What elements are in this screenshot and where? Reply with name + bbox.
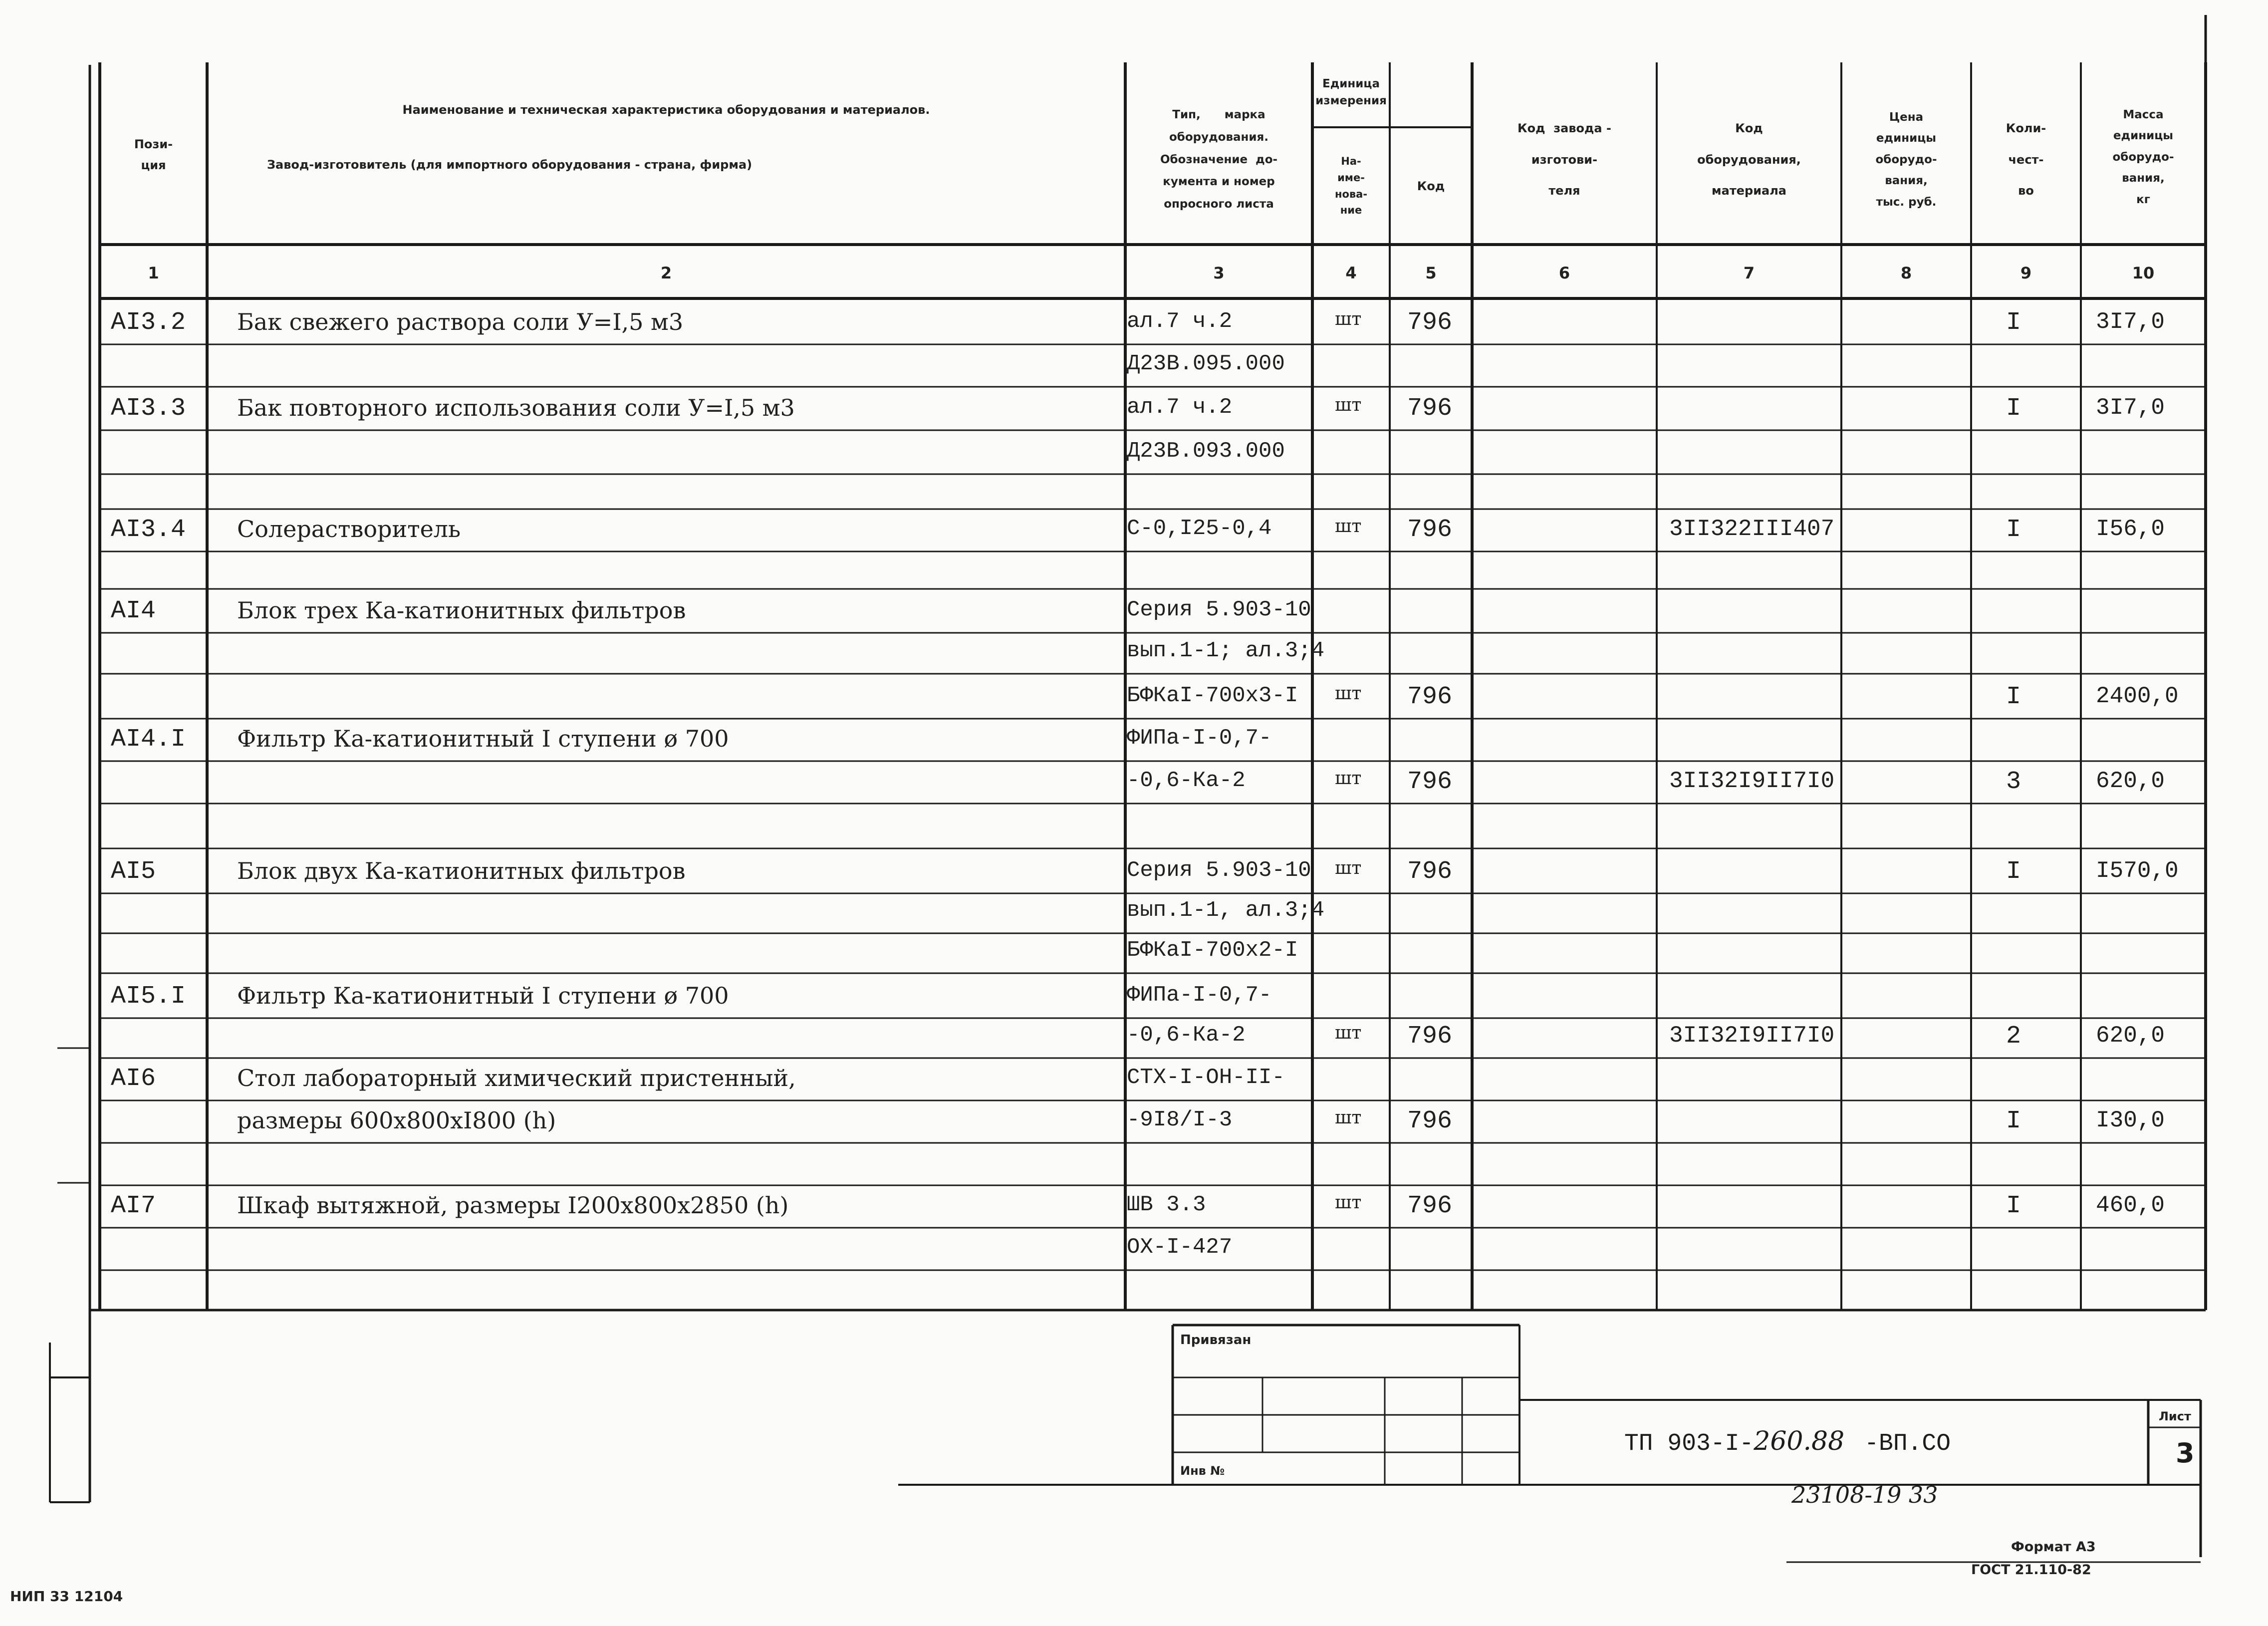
type-designation-cell: Д23В.095.000 xyxy=(1127,351,1285,376)
quantity-cell: I xyxy=(2006,683,2021,711)
position-cell: АI3.3 xyxy=(111,394,186,423)
item-name-cell: Стол лабораторный химический пристенный, xyxy=(237,1065,796,1091)
unit-mass-cell: I570,0 xyxy=(2096,858,2179,884)
unit-name-cell: шт xyxy=(1335,858,1362,878)
quantity-cell: I xyxy=(2006,1192,2021,1220)
column-number: 4 xyxy=(1345,264,1357,282)
type-designation-cell: С-0,I25-0,4 xyxy=(1127,516,1272,541)
document-code xyxy=(1624,1428,1951,1456)
gost-label: ГОСТ 21.110-82 xyxy=(1971,1562,2091,1578)
item-name-cell: Бак свежего раствора соли У=I,5 м3 xyxy=(237,308,684,335)
column-number: 3 xyxy=(1213,264,1225,282)
type-designation-cell: БФКаI-700х3-I xyxy=(1127,683,1298,708)
unit-name-cell: шт xyxy=(1335,1192,1362,1213)
quantity-cell: 2 xyxy=(2006,1022,2021,1051)
unit-code-cell: 796 xyxy=(1407,308,1453,337)
unit-code-cell: 796 xyxy=(1407,1192,1453,1220)
unit-name-cell: шт xyxy=(1335,395,1362,415)
quantity-cell: I xyxy=(2006,308,2021,337)
position-cell: АI6 xyxy=(111,1065,156,1093)
type-designation-cell: ал.7 ч.2 xyxy=(1127,395,1233,420)
stamp-inv-no: Инв № xyxy=(1180,1464,1225,1478)
unit-mass-cell: 460,0 xyxy=(2096,1192,2165,1218)
type-designation-cell: вып.1-1; ал.3;4 xyxy=(1127,638,1325,663)
unit-name-cell: шт xyxy=(1335,309,1362,329)
doc-code-handwritten: 260.88 xyxy=(1754,1426,1845,1456)
sheet-label: Лист xyxy=(2159,1409,2191,1423)
position-cell: АI7 xyxy=(111,1192,156,1220)
item-name-cell: размеры 600х800хI800 (h) xyxy=(237,1107,556,1134)
item-name-cell: Фильтр Ка-катионитный I ступени ø 700 xyxy=(237,982,729,1009)
type-designation-cell: Серия 5.903-10 xyxy=(1127,597,1311,622)
type-designation-cell: Д23В.093.000 xyxy=(1127,439,1285,464)
doc-code-suffix: -ВП.СО xyxy=(1864,1430,1951,1457)
archive-number: 23108-19 33 xyxy=(1791,1481,1938,1508)
header-unit-price: Цена единицы оборудо- вания, тыс. руб. xyxy=(1875,110,1937,209)
unit-name-cell: шт xyxy=(1335,1107,1362,1128)
unit-code-cell: 796 xyxy=(1407,768,1453,796)
type-designation-cell: ШВ 3.3 xyxy=(1127,1192,1206,1217)
type-designation-cell: ФИПа-I-0,7- xyxy=(1127,726,1272,751)
position-cell: АI3.2 xyxy=(111,308,186,337)
unit-code-cell: 796 xyxy=(1407,394,1453,423)
unit-code-cell: 796 xyxy=(1407,857,1453,886)
header-type: Тип, марка оборудования. Обозначение до- кумента и номер опросного листа xyxy=(1160,108,1278,211)
unit-name-cell: шт xyxy=(1335,1023,1362,1043)
header-quantity: Коли- чест- во xyxy=(2006,121,2046,198)
column-number: 2 xyxy=(660,264,672,282)
quantity-cell: I xyxy=(2006,516,2021,544)
unit-code-cell: 796 xyxy=(1407,1022,1453,1051)
unit-mass-cell: 2400,0 xyxy=(2096,683,2179,709)
equipment-code-cell: 3II32I9II7I0 xyxy=(1669,768,1835,794)
quantity-cell: I xyxy=(2006,857,2021,886)
item-name-cell: Шкаф вытяжной, размеры I200х800х2850 (h) xyxy=(237,1192,789,1219)
unit-mass-cell: 620,0 xyxy=(2096,1023,2165,1049)
column-number: 9 xyxy=(2020,264,2032,282)
equipment-code-cell: 3II32I9II7I0 xyxy=(1669,1023,1835,1049)
header-manufacturer-code: Код завода - изготови- теля xyxy=(1517,121,1611,198)
type-designation-cell: -9I8/I-3 xyxy=(1127,1107,1233,1132)
position-cell: АI4 xyxy=(111,597,156,625)
quantity-cell: 3 xyxy=(2006,768,2021,796)
unit-code-cell: 796 xyxy=(1407,516,1453,544)
header-unit: Единица измерения xyxy=(1315,77,1387,107)
type-designation-cell: СТХ-I-ОН-II- xyxy=(1127,1065,1285,1090)
sheet-number: 3 xyxy=(2176,1437,2195,1469)
type-designation-cell: ФИПа-I-0,7- xyxy=(1127,983,1272,1008)
type-designation-cell: ал.7 ч.2 xyxy=(1127,309,1233,334)
header-unit-name: На- име- нова- ние xyxy=(1334,155,1368,217)
quantity-cell: I xyxy=(2006,1107,2021,1135)
unit-mass-cell: 3I7,0 xyxy=(2096,395,2165,421)
item-name-cell: Блок трех Ка-катионитных фильтров xyxy=(237,597,686,624)
position-cell: АI5.I xyxy=(111,982,186,1011)
type-designation-cell: ОХ-I-427 xyxy=(1127,1235,1233,1260)
header-unit-code: Код xyxy=(1417,179,1445,193)
unit-name-cell: шт xyxy=(1335,516,1362,537)
unit-code-cell: 796 xyxy=(1407,1107,1453,1135)
unit-name-cell: шт xyxy=(1335,683,1362,704)
stamp-privyazan: Привязан xyxy=(1180,1333,1252,1348)
type-designation-cell: -0,6-Ка-2 xyxy=(1127,1023,1246,1048)
header-name-line1: Наименование и техническая характеристика оборудования и материалов. xyxy=(402,103,930,117)
item-name-cell: Блок двух Ка-катионитных фильтров xyxy=(237,857,686,884)
type-designation-cell: вып.1-1, ал.3;4 xyxy=(1127,898,1325,923)
item-name-cell: Фильтр Ка-катионитный I ступени ø 700 xyxy=(237,725,729,752)
corner-archive-note: НИП 33 12104 xyxy=(10,1588,123,1605)
type-designation-cell: -0,6-Ка-2 xyxy=(1127,768,1246,793)
header-position: Пози- ция xyxy=(134,137,173,172)
column-number: 10 xyxy=(2132,264,2155,282)
header-equipment-code: Код оборудования, материала xyxy=(1697,121,1801,198)
quantity-cell: I xyxy=(2006,394,2021,423)
column-number: 1 xyxy=(148,264,159,282)
unit-code-cell: 796 xyxy=(1407,683,1453,711)
unit-mass-cell: I56,0 xyxy=(2096,516,2165,542)
doc-code-prefix: ТП 903-I- xyxy=(1624,1430,1754,1457)
position-cell: АI4.I xyxy=(111,725,186,754)
position-cell: АI3.4 xyxy=(111,516,186,544)
column-number: 8 xyxy=(1900,264,1912,282)
unit-mass-cell: 3I7,0 xyxy=(2096,309,2165,335)
format-label: Формат А3 xyxy=(2011,1539,2096,1555)
header-unit-mass: Масса единицы оборудо- вания, кг xyxy=(2112,108,2174,206)
position-cell: АI5 xyxy=(111,857,156,886)
item-name-cell: Солерастворитель xyxy=(237,516,461,542)
unit-name-cell: шт xyxy=(1335,768,1362,789)
equipment-code-cell: 3II322III407 xyxy=(1669,516,1835,542)
column-number: 5 xyxy=(1425,264,1437,282)
type-designation-cell: БФКаI-700х2-I xyxy=(1127,938,1298,963)
type-designation-cell: Серия 5.903-10 xyxy=(1127,858,1311,883)
unit-mass-cell: I30,0 xyxy=(2096,1107,2165,1133)
column-number: 7 xyxy=(1743,264,1755,282)
unit-mass-cell: 620,0 xyxy=(2096,768,2165,794)
item-name-cell: Бак повторного использования соли У=I,5 м3 xyxy=(237,394,795,421)
column-number: 6 xyxy=(1558,264,1570,282)
header-name-line2: Завод-изготовитель (для импортного оборудования - страна, фирма) xyxy=(267,158,753,172)
